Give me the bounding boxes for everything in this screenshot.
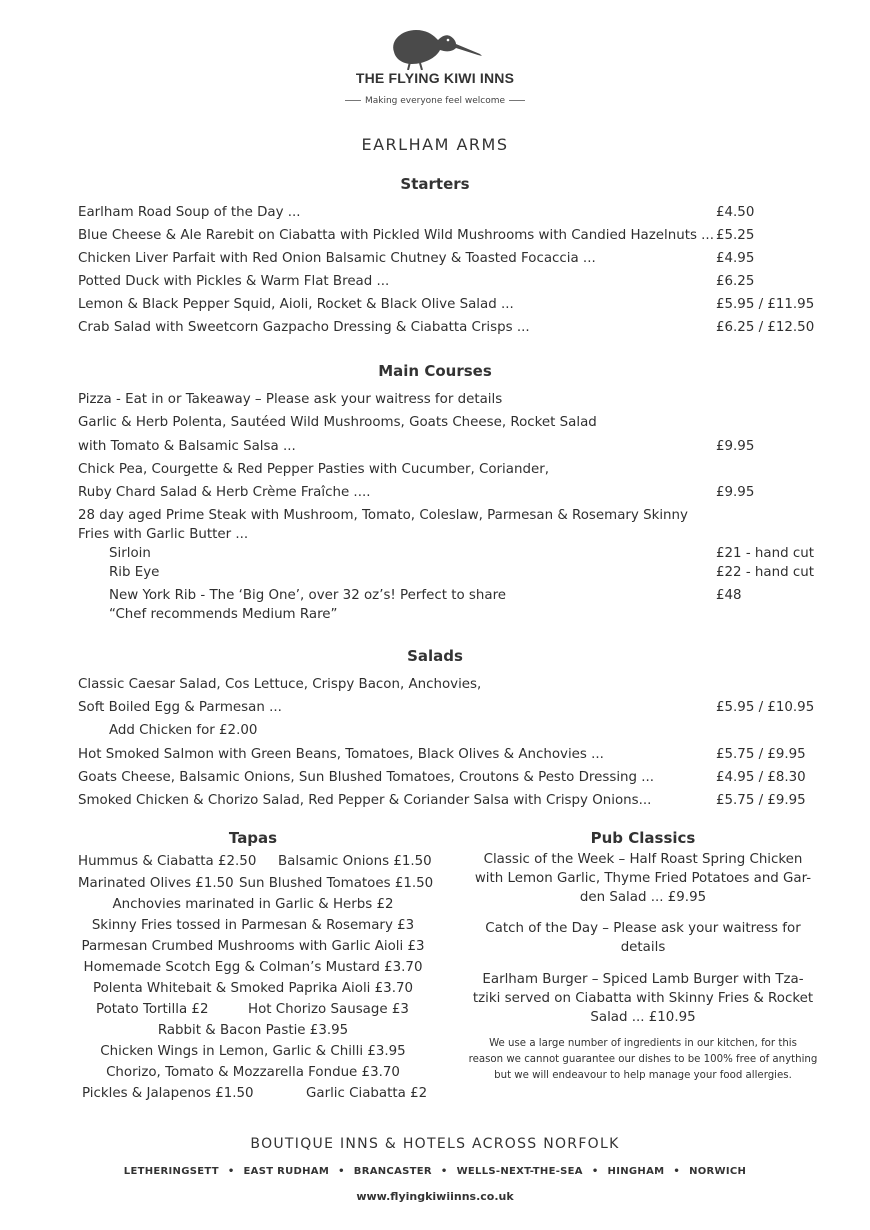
separator: • [338, 1166, 345, 1177]
website-link[interactable]: www.flyingkiwiinns.co.uk [356, 1190, 514, 1203]
starters-heading: Starters [400, 175, 470, 193]
footer-heading: BOUTIQUE INNS & HOTELS ACROSS NORFOLK [250, 1136, 620, 1152]
menu-item: Add Chicken for £2.00 [109, 723, 258, 738]
menu-item: Lemon & Black Pepper Squid, Aioli, Rocket & Black Olive Salad ... [78, 297, 514, 312]
menu-price: £4.50 [716, 205, 755, 220]
tapas-item: Anchovies marinated in Garlic & Herbs £2 [112, 897, 394, 912]
separator: • [591, 1166, 599, 1177]
pub-classics-heading: Pub Classics [590, 829, 696, 847]
menu-price: £4.95 / £8.30 [716, 770, 806, 785]
menu-item: Ruby Chard Salad & Herb Crème Fraîche .... [78, 485, 371, 500]
pub-item: Catch of the Day – Please ask your waitress for [485, 921, 801, 936]
menu-price: £21 - hand cut [716, 546, 814, 561]
menu-item: Sirloin [109, 546, 151, 561]
tapas-item: Polenta Whitebait & Smoked Paprika Aioli £3.70 [92, 981, 413, 996]
menu-price: £4.95 [716, 251, 755, 266]
menu-item: New York Rib - The ‘Big One’, over 32 oz’s! Perfect to share [109, 588, 507, 603]
menu-price: £5.95 / £10.95 [716, 700, 815, 715]
menu-price: £22 - hand cut [716, 565, 814, 580]
menu-item: Hot Smoked Salmon with Green Beans, Tomatoes, Black Olives & Anchovies ... [78, 747, 604, 762]
menu-price: £48 [716, 588, 742, 603]
menu-item: Fries with Garlic Butter ... [78, 527, 249, 542]
menu-item: Blue Cheese & Ale Rarebit on Ciabatta with Pickled Wild Mushrooms with Candied Hazelnuts ... [78, 228, 714, 243]
tapas-item: Hummus & Ciabatta £2.50 [78, 854, 257, 869]
menu-item: Smoked Chicken & Chorizo Salad, Red Pepper & Coriander Salsa with Crispy Onions... [78, 793, 652, 808]
menu-item: Potted Duck with Pickles & Warm Flat Bread ... [78, 274, 390, 289]
tapas-heading: Tapas [228, 829, 278, 847]
pub-item: tziki served on Ciabatta with Skinny Fries & Rocket [472, 991, 814, 1006]
kiwi-bird-icon [380, 18, 490, 70]
tagline: Making everyone feel welcome [364, 95, 506, 106]
tapas-item: Chorizo, Tomato & Mozzarella Fondue £3.70 [106, 1065, 400, 1080]
menu-price: £6.25 / £12.50 [716, 320, 815, 335]
menu-item: Pizza - Eat in or Takeaway – Please ask your waitress for details [78, 392, 503, 407]
town-link[interactable]: BRANCASTER [353, 1166, 432, 1177]
menu-price: £5.95 / £11.95 [716, 297, 815, 312]
venue-title: EARLHAM ARMS [361, 135, 509, 154]
town-link[interactable]: HINGHAM [607, 1166, 665, 1177]
tapas-item: Chicken Wings in Lemon, Garlic & Chilli £3.95 [100, 1044, 406, 1059]
tapas-item: Sun Blushed Tomatoes £1.50 [239, 876, 434, 891]
pub-item: Earlham Burger – Spiced Lamb Burger with Tza- [482, 972, 804, 987]
tapas-item: Marinated Olives £1.50 [78, 876, 234, 891]
allergy-notice: reason we cannot guarantee our dishes to be 100% free of anything [468, 1054, 818, 1065]
town-link[interactable]: WELLS-NEXT-THE-SEA [456, 1166, 583, 1177]
tapas-item: Hot Chorizo Sausage £3 [248, 1002, 409, 1017]
menu-item: Rib Eye [109, 565, 160, 580]
tagline-row [345, 96, 525, 106]
tapas-item: Skinny Fries tossed in Parmesan & Rosemary £3 [91, 918, 415, 933]
menu-price: £6.25 [716, 274, 755, 289]
tapas-item: Pickles & Jalapenos £1.50 [82, 1086, 254, 1101]
town-link[interactable]: EAST RUDHAM [243, 1166, 330, 1177]
mains-heading: Main Courses [378, 362, 492, 380]
separator: • [227, 1166, 235, 1177]
brand-name: THE FLYING KIWI INNS [355, 70, 515, 86]
pub-item: den Salad ... £9.95 [579, 890, 707, 905]
menu-item: Goats Cheese, Balsamic Onions, Sun Blushed Tomatoes, Croutons & Pesto Dressing ... [78, 770, 655, 785]
pub-item: Salad ... £10.95 [590, 1010, 696, 1025]
menu-item: Chick Pea, Courgette & Red Pepper Pasties with Cucumber, Coriander, [78, 462, 549, 477]
menu-item: Soft Boiled Egg & Parmesan ... [78, 700, 282, 715]
divider [509, 100, 525, 101]
menu-price: £5.25 [716, 228, 755, 243]
town-link[interactable]: LETHERINGSETT [123, 1166, 219, 1177]
brand-logo [0, 18, 870, 106]
divider [345, 100, 361, 101]
allergy-notice: but we will endeavour to help manage your food allergies. [494, 1070, 792, 1081]
menu-item: 28 day aged Prime Steak with Mushroom, Tomato, Coleslaw, Parmesan & Rosemary Skinny [78, 508, 688, 523]
tapas-item: Homemade Scotch Egg & Colman’s Mustard £3.70 [83, 960, 423, 975]
town-link[interactable]: NORWICH [689, 1166, 747, 1177]
tapas-item: Garlic Ciabatta £2 [306, 1086, 428, 1101]
allergy-notice: We use a large number of ingredients in our kitchen, for this [489, 1038, 797, 1049]
menu-item: Chicken Liver Parfait with Red Onion Balsamic Chutney & Toasted Focaccia ... [78, 251, 596, 266]
menu-price: £9.95 [716, 439, 755, 454]
tapas-item: Parmesan Crumbed Mushrooms with Garlic Aioli £3 [81, 939, 425, 954]
menu-price: £9.95 [716, 485, 755, 500]
separator: • [440, 1166, 448, 1177]
tapas-item: Rabbit & Bacon Pastie £3.95 [157, 1023, 349, 1038]
menu-item: Crab Salad with Sweetcorn Gazpacho Dressing & Ciabatta Crisps ... [78, 320, 530, 335]
menu-item: Garlic & Herb Polenta, Sautéed Wild Mushrooms, Goats Cheese, Rocket Salad [78, 415, 597, 430]
salads-heading: Salads [407, 647, 463, 665]
menu-item: with Tomato & Balsamic Salsa ... [78, 439, 296, 454]
separator: • [673, 1166, 681, 1177]
tapas-item: Balsamic Onions £1.50 [278, 854, 432, 869]
menu-item: Classic Caesar Salad, Cos Lettuce, Crispy Bacon, Anchovies, [78, 677, 482, 692]
menu-item: Earlham Road Soup of the Day ... [78, 205, 301, 220]
menu-item: “Chef recommends Medium Rare” [109, 607, 338, 622]
menu-price: £5.75 / £9.95 [716, 793, 806, 808]
town-list [0, 1166, 870, 1177]
pub-item: Classic of the Week – Half Roast Spring Chicken [483, 852, 803, 867]
pub-item: with Lemon Garlic, Thyme Fried Potatoes and Gar- [474, 871, 812, 886]
tapas-item: Potato Tortilla £2 [96, 1002, 209, 1017]
menu-price: £5.75 / £9.95 [716, 747, 806, 762]
pub-item: details [620, 940, 666, 955]
